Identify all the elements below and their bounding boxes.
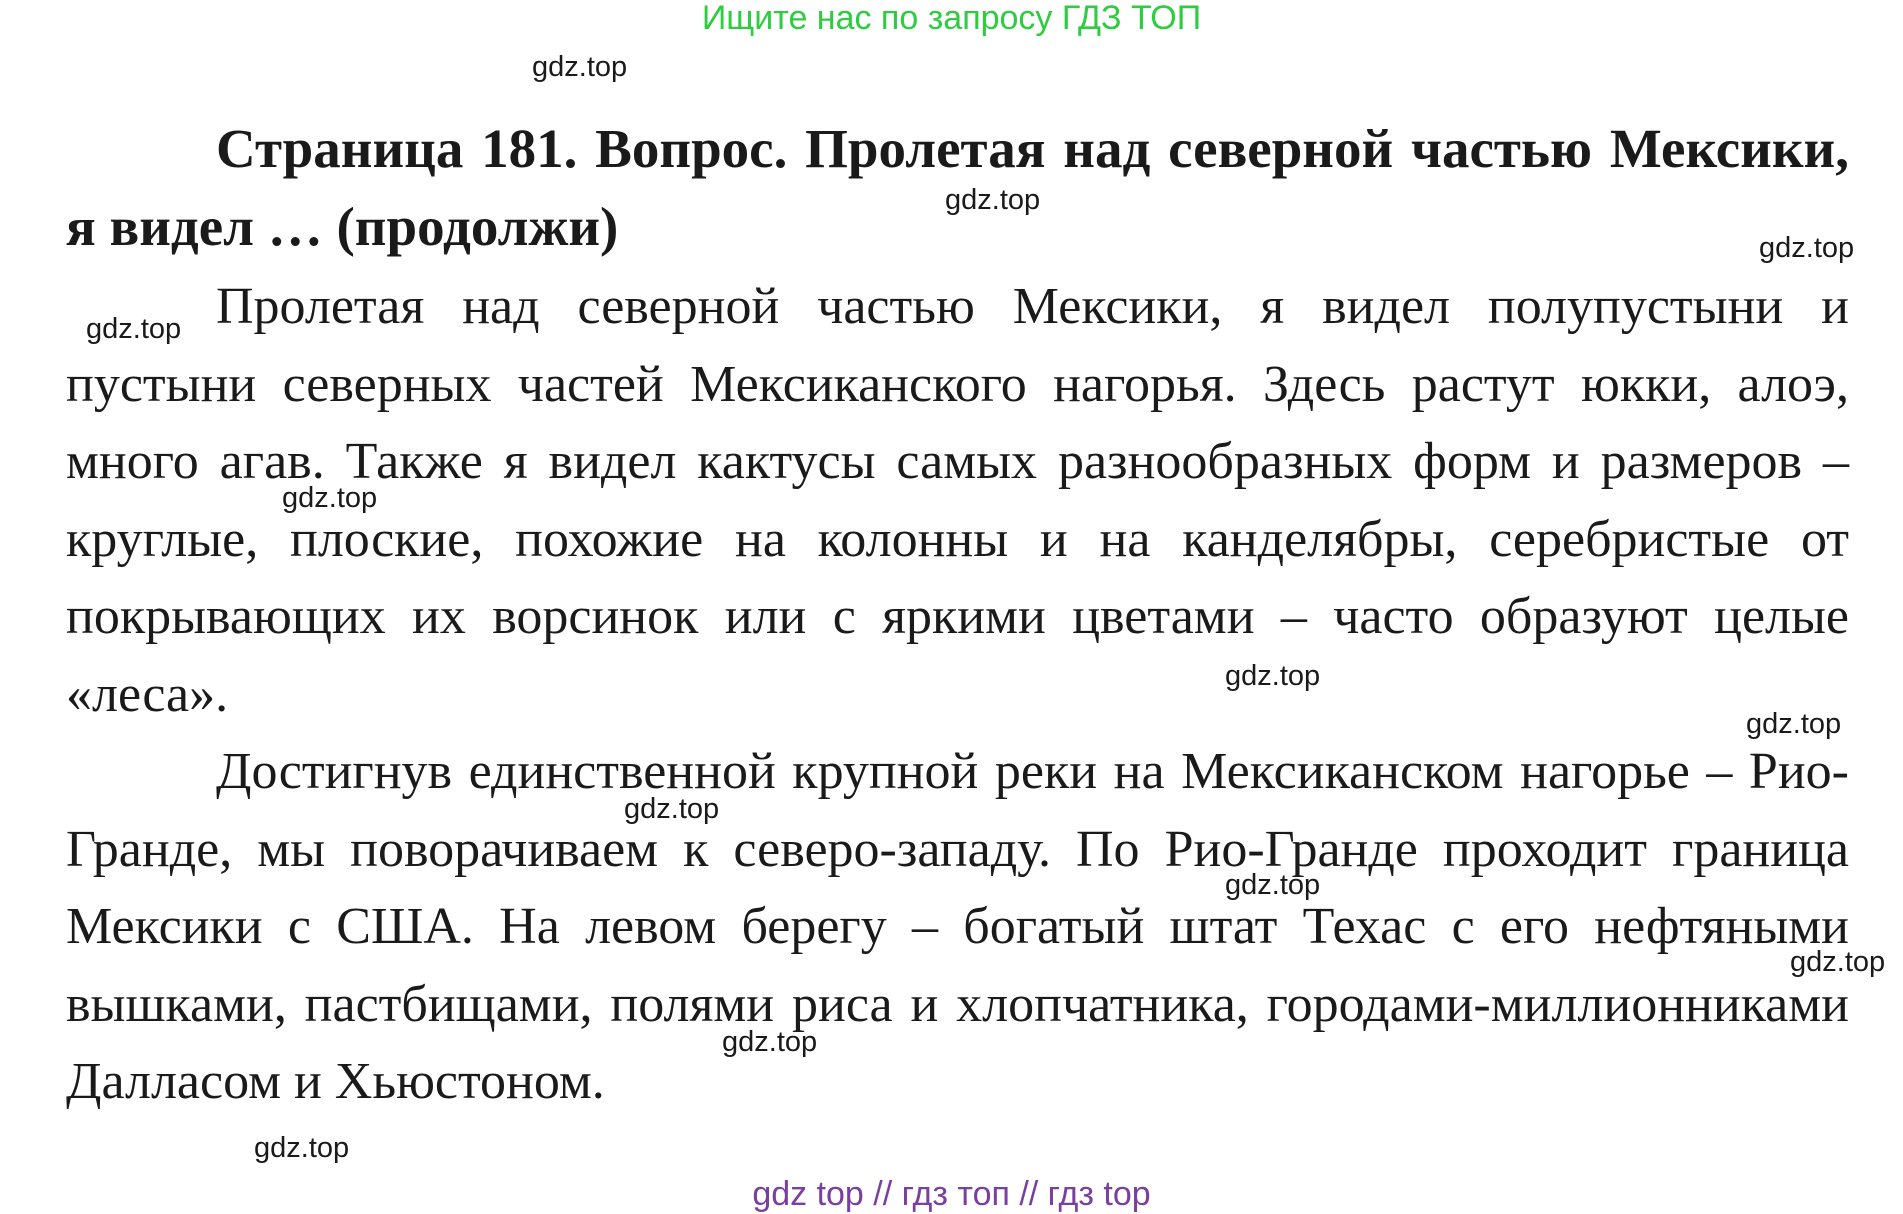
watermark: gdz.top [532,51,628,83]
search-banner: Ищите нас по запросу ГДЗ ТОП [701,0,1202,37]
watermark: gdz.top [1225,660,1321,692]
watermark: gdz.top [1225,869,1321,901]
watermark: gdz.top [945,184,1041,216]
document-content [66,110,1849,1121]
watermark: gdz.top [1790,946,1886,978]
footer-links: gdz top // гдз топ // гдз top [752,1175,1151,1213]
answer-paragraph-2: Достигнув единственной крупной реки на Мексиканском нагорье – Рио-Гранде, мы поворачиваем к северо-западу. По Рио-Гранде проходит граница Мексики с США. На левом берегу – богатый штат Техас с его нефтяными вышками, пастбищами, полями риса и хлопчатника, городами-миллионниками Далласом и Хьюстоном. [66,743,1849,1110]
watermark: gdz.top [1759,232,1855,264]
watermark: gdz.top [282,482,378,514]
watermark: gdz.top [1746,708,1842,740]
watermark: gdz.top [254,1132,350,1164]
watermark: gdz.top [722,1026,818,1058]
question-heading: Страница 181. Вопрос. Пролетая над северной частью Мексики, я видел … (продолжи) [66,118,1849,257]
answer-paragraph-1: Пролетая над северной частью Мексики, я видел полупустыни и пустыни северных частей Мексиканского нагорья. Здесь растут юкки, алоэ, много агав. Также я видел кактусы самых разнообразных форм и размеров – круглые, плоские, похожие на колонны и на канделябры, серебристые от покрывающих их ворсинок или с яркими цветами – часто образуют целые «леса». [66,278,1849,723]
watermark: gdz.top [86,313,182,345]
watermark: gdz.top [624,793,720,825]
